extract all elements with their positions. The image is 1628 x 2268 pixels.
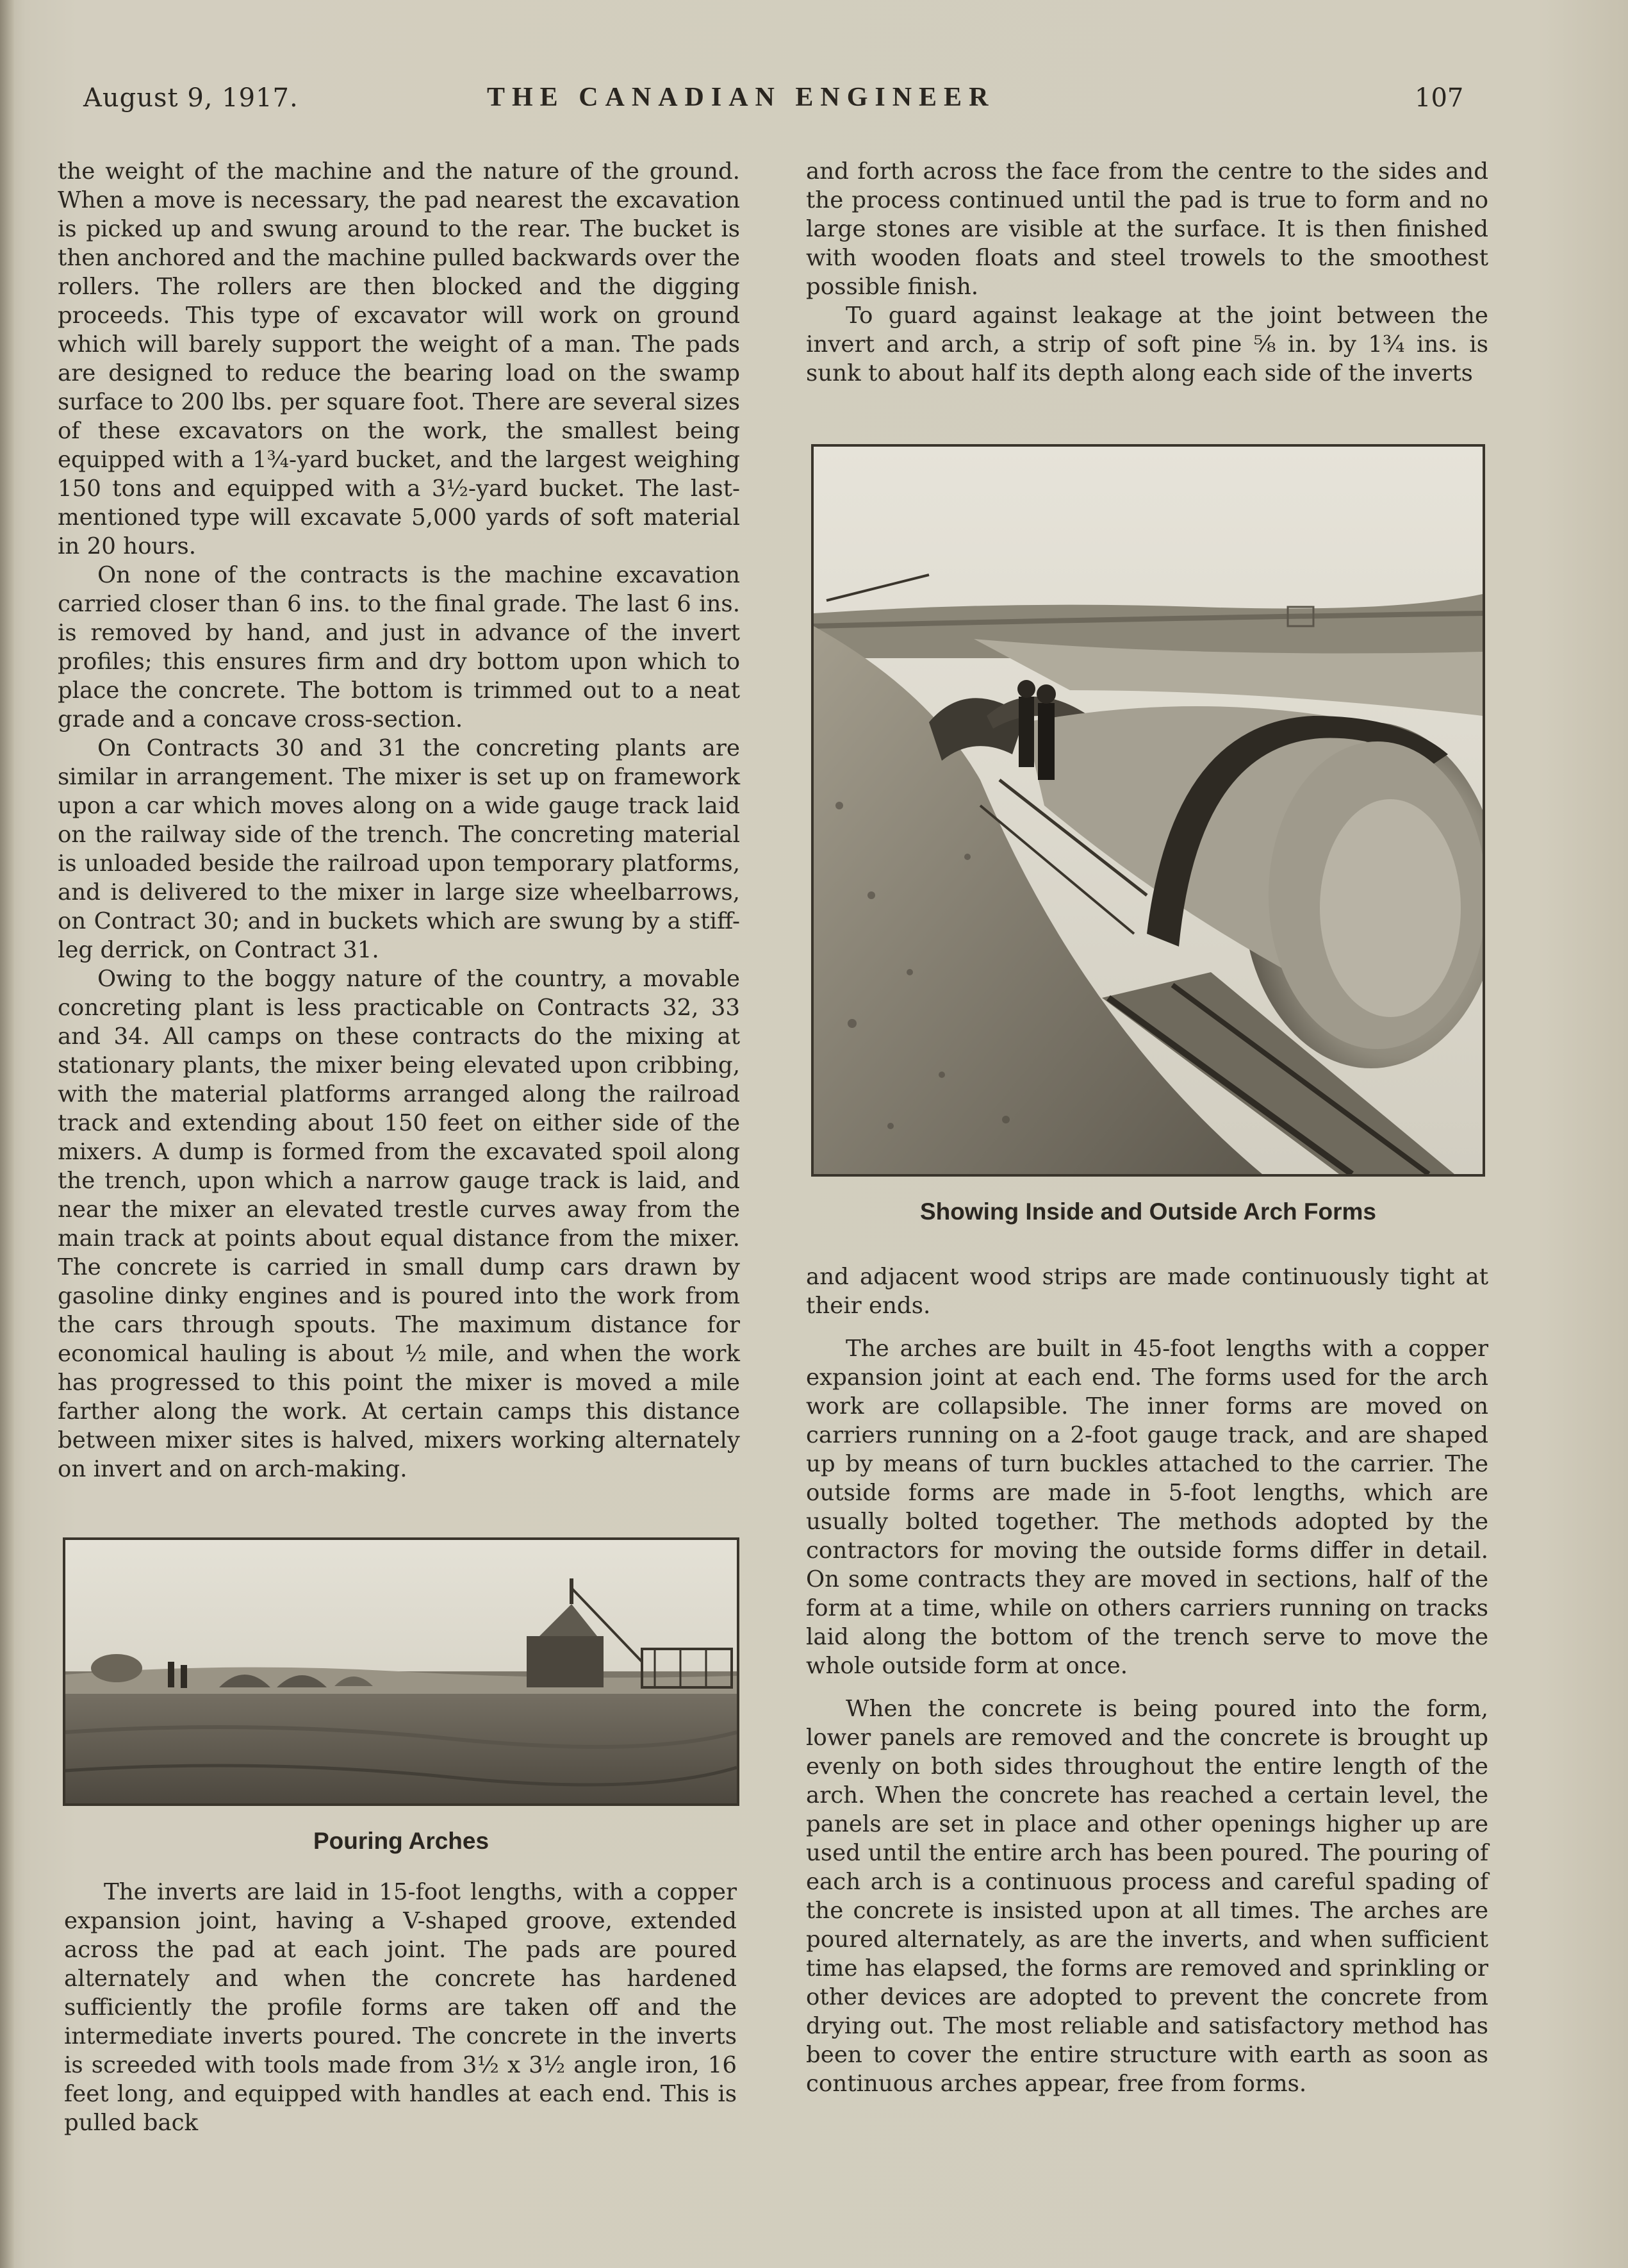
left-column-bottom — [64, 1878, 737, 2137]
paragraph: the weight of the machine and the nature of the ground. When a move is necessary, the pad nearest the excavation is picked up and swung around to the rear. The bucket is then anchored and the machine pulled backwards over the rollers. The rollers are then blocked and the digging proceeds. This type of excavator will work on ground which will barely support the weight of a man. The pads are designed to reduce the bearing load on the swamp surface to 200 lbs. per square foot. There are several sizes of these excavators on the work, the smallest being equipped with a 1¾-yard bucket, and the largest weighing 150 tons and equipped with a 3½-yard bucket. The last-mentioned type will excavate 5,000 yards of soft material in 20 hours. — [58, 158, 740, 559]
right-column-bottom — [806, 1262, 1488, 2098]
pouring-arches-photo — [63, 1537, 739, 1806]
paragraph: On Contracts 30 and 31 the concreting plants are similar in arrangement. The mixer is set up on framework upon a car which moves along on a wide gauge track laid on the railway side of the trench. The concreting material is unloaded beside the railroad upon temporary platforms, and is delivered to the mixer in large size wheelbarrows, on Contract 30; and in buckets which are swung by a stiff-leg derrick, on Contract 31. — [58, 735, 740, 963]
paragraph: On none of the contracts is the machine excavation carried closer than 6 ins. to the final grade. The last 6 ins. is removed by hand, and just in advance of the invert profiles; this ensures firm and dry bottom upon which to place the concrete. The bottom is trimmed out to a neat grade and a concave cross-section. — [58, 562, 740, 733]
arch-forms-image — [814, 447, 1483, 1174]
arch-forms-photo — [811, 444, 1485, 1177]
page-number: 107 — [1415, 83, 1464, 113]
paragraph: When the concrete is being poured into the form, lower panels are removed and the concrete is brought up evenly on both sides throughout the entire length of the arch. When the concrete has reached a certain level, the panels are set in place and other openings higher up are used until the entire arch has been poured. The pouring of each arch is a continuous process and careful spading of the concrete is insisted upon at all times. The arches are poured alternately, as are the inverts, and when sufficient time has elapsed, the forms are removed and sprinkling or other devices are adopted to prevent the concrete from drying out. The most reliable and satisfactory method has been to cover the entire structure with earth as soon as continuous arches appear, free from forms. — [806, 1696, 1488, 2097]
left-column-top — [58, 157, 740, 1484]
paragraph: The arches are built in 45-foot lengths with a copper expansion joint at each end. The forms used for the arch work are collapsible. The inner forms are moved on carriers running on a 2-foot gauge track, and are shaped up by means of turn buckles attached to the carrier. The outside forms are made in 5-foot lengths, which are usually bolted together. The methods adopted by the contractors for moving the outside forms differ in detail. On some contracts they are moved in sections, half of the form at a time, while on others carriers running on tracks laid along the bottom of the trench serve to move the whole outside form at once. — [806, 1336, 1488, 1679]
header-date: August 9, 1917. — [83, 83, 299, 113]
paragraph: Owing to the boggy nature of the country, a movable concreting plant is less practicable on Contracts 32, 33 and 34. All camps on these contracts do the mixing at stationary plants, the mixer being elevated upon cribbing, with the material platforms arranged along the railroad track and extending about 150 feet on either side of the mixers. A dump is formed from the excavated spoil along the trench, upon which a narrow gauge track is laid, and near the mixer an elevated trestle curves away from the main track at points about equal distance from the mixer. The concrete is carried in small dump cars drawn by gasoline dinky engines and is poured into the work from the cars through spouts. The maximum distance for economical hauling is about ½ mile, and when the work has progressed to this point the mixer is moved a mile farther along the work. At certain camps this distance between mixer sites is halved, mixers working alternately on invert and on arch-making. — [58, 966, 740, 1482]
pouring-arches-image — [65, 1540, 737, 1803]
paragraph: The inverts are laid in 15-foot lengths, with a copper expansion joint, having a V-shaped groove, extended across the pad at each joint. The pads are poured alternately and when the concrete has hardened sufficiently the profile forms are taken off and the intermediate inverts poured. The concrete in the inverts is screeded with tools made from 3½ x 3½ angle iron, 16 feet long, and equipped with handles at each end. This is pulled back — [64, 1879, 737, 2136]
paragraph: and forth across the face from the centre to the sides and the process continued until the pad is true to form and no large stones are visible at the surface. It is then finished with wooden floats and steel trowels to the smoothest possible finish. — [806, 158, 1488, 300]
right-column-top — [806, 157, 1488, 388]
pouring-arches-caption: Pouring Arches — [313, 1828, 489, 1854]
journal-title: THE CANADIAN ENGINEER — [487, 83, 996, 112]
running-header — [0, 77, 1628, 115]
arch-forms-caption: Showing Inside and Outside Arch Forms — [920, 1198, 1376, 1225]
paragraph: To guard against leakage at the joint between the invert and arch, a strip of soft pine ⅝ in. by 1¾ ins. is sunk to about half its depth along each side of the inverts — [806, 302, 1488, 386]
paragraph: and adjacent wood strips are made continuously tight at their ends. — [806, 1264, 1488, 1319]
binding-shadow — [0, 0, 14, 2268]
